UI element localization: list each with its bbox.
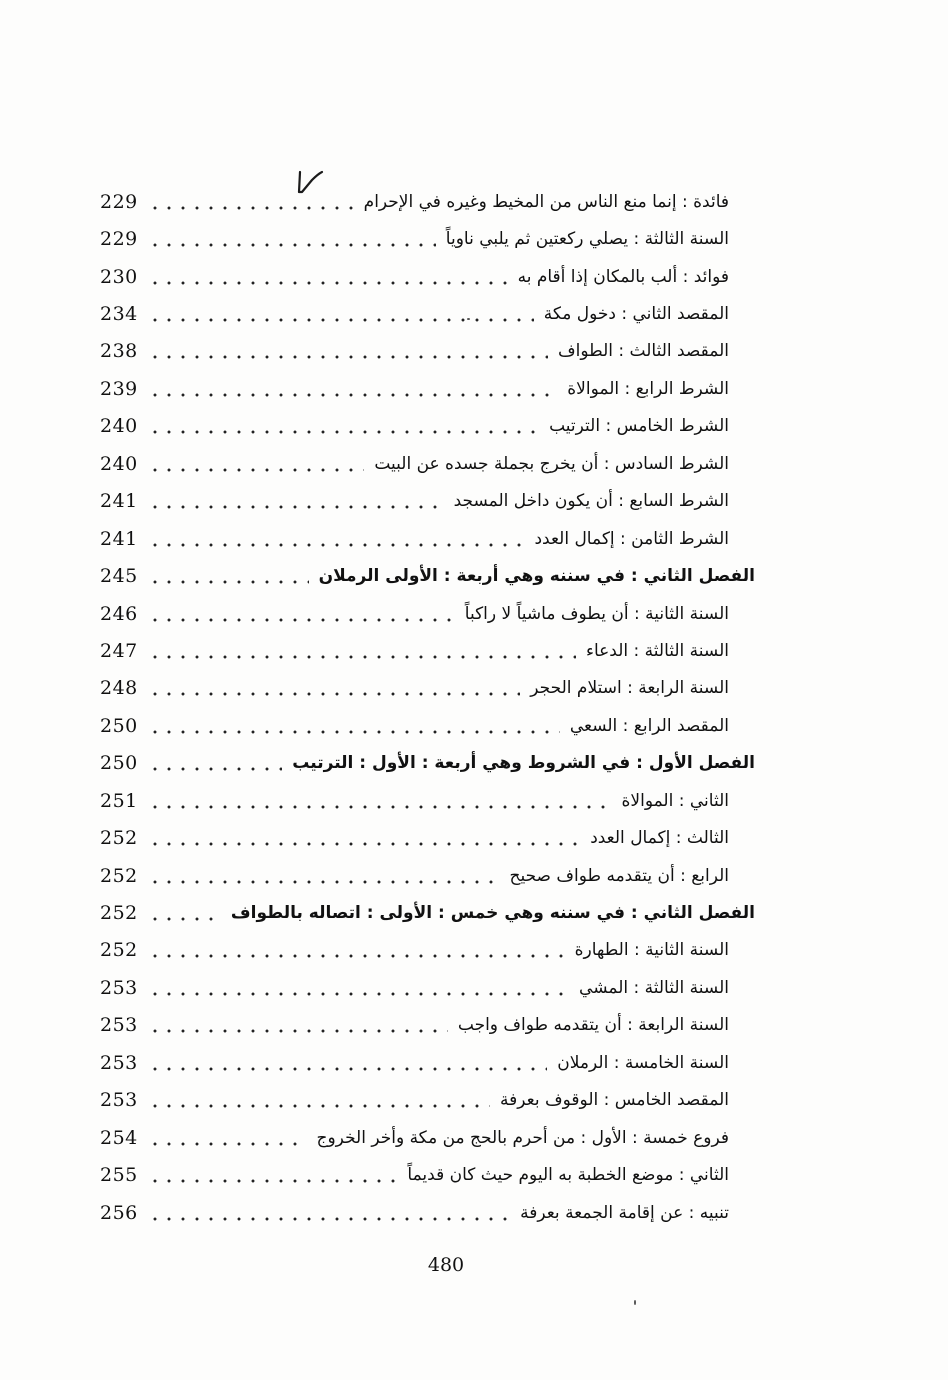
dot-leader	[148, 1053, 547, 1073]
toc-entry	[100, 483, 755, 520]
toc-page-number: 245	[100, 565, 138, 588]
toc-entry	[100, 445, 755, 482]
dot-leader	[148, 940, 565, 960]
toc-page-number: 255	[100, 1164, 138, 1187]
toc-entry	[100, 1044, 755, 1081]
toc-entry	[100, 1119, 755, 1156]
toc-entry	[100, 333, 755, 370]
toc-page-number: 240	[100, 452, 138, 475]
toc-entry-title: السنة الثالثة : الدعاء	[585, 640, 729, 661]
toc-entry	[100, 932, 755, 969]
toc-entry	[100, 745, 755, 782]
table-of-contents	[100, 183, 755, 1231]
toc-entry-title: الشرط الثامن : إكمال العدد	[534, 528, 729, 549]
toc-entry	[100, 258, 755, 295]
toc-page-number: 253	[100, 1089, 138, 1112]
toc-entry-title: الثاني : الموالاة	[621, 790, 729, 811]
dot-leader	[148, 1165, 397, 1185]
toc-entry-title: السنة الثانية : الطهارة	[574, 940, 729, 961]
dot-leader	[148, 529, 524, 549]
toc-page-number: 240	[100, 415, 138, 438]
toc-entry	[100, 220, 755, 257]
toc-entry-title: السنة الخامسة : الرملان	[557, 1052, 729, 1073]
toc-page-number: 252	[100, 939, 138, 962]
toc-entry	[100, 1156, 755, 1193]
toc-entry-title: الشرط الرابع : الموالاة	[567, 378, 729, 399]
toc-page-number: 247	[100, 639, 138, 662]
toc-entry-title: الرابع : أن يتقدمه طواف صحيح	[509, 865, 729, 886]
dot-leader	[148, 678, 520, 698]
toc-entry	[100, 1082, 755, 1119]
dot-leader	[148, 341, 548, 361]
toc-entry-title: الشرط الخامس : الترتيب	[549, 416, 729, 437]
toc-entry-title: المقصد الخامس : الوقوف بعرفة	[500, 1090, 729, 1111]
dot-leader	[148, 267, 508, 287]
toc-entry-title: المقصد الثالث : الطواف	[558, 341, 729, 362]
toc-entry-title: الشرط السادس : أن يخرج بجملة جسده عن البيت	[374, 453, 729, 474]
toc-entry	[100, 557, 755, 594]
toc-entry-title: السنة الثانية : أن يطوف ماشياً لا راكباً	[464, 603, 729, 624]
dot-leader	[148, 641, 576, 661]
toc-entry	[100, 632, 755, 669]
dot-leader	[148, 716, 560, 736]
dot-leader	[148, 454, 364, 474]
dot-leader	[148, 304, 534, 324]
toc-page-number: 234	[100, 303, 138, 326]
toc-chapter-heading: الفصل الثاني : في سننه وهي أربعة : الأولى الرملان	[318, 566, 755, 587]
toc-entry-title: فروع خمسة : الأول : من أحرم بالحج من مكة وأخر الخروج	[316, 1127, 729, 1148]
toc-entry	[100, 819, 755, 856]
scan-speck	[467, 318, 470, 320]
toc-page-number: 241	[100, 490, 138, 513]
toc-entry-title: المقصد الثاني : دخول مكة	[543, 304, 729, 325]
dot-leader	[148, 753, 282, 773]
toc-entry-title: السنة الرابعة : استلام الحجر	[530, 678, 729, 699]
dot-leader	[148, 416, 539, 436]
dot-leader	[148, 1128, 307, 1148]
dot-leader	[148, 1015, 448, 1035]
toc-entry-title: السنة الرابعة : أن يتقدمه طواف واجب	[457, 1015, 729, 1036]
toc-entry	[100, 670, 755, 707]
dot-leader	[148, 192, 354, 212]
toc-page-number: 248	[100, 677, 138, 700]
toc-page-number: 230	[100, 265, 138, 288]
toc-entry	[100, 183, 755, 220]
toc-entry	[100, 595, 755, 632]
toc-page-number: 252	[100, 827, 138, 850]
toc-chapter-heading: الفصل الثاني : في سننه وهي خمس : الأولى : اتصاله بالطواف	[230, 903, 755, 924]
toc-entry-title: السنة الثالثة : المشي	[579, 977, 729, 998]
dot-leader	[148, 903, 221, 923]
toc-entry	[100, 1194, 755, 1231]
toc-entry-title: الثالث : إكمال العدد	[590, 828, 729, 849]
dot-leader	[148, 566, 309, 586]
toc-entry-title: فائدة : إنما منع الناس من المخيط وغيره في الإحرام	[363, 191, 729, 212]
toc-entry-title: فوائد : ألب بالمكان إذا أقام به	[517, 266, 729, 287]
toc-page-number: 250	[100, 752, 138, 775]
toc-entry	[100, 969, 755, 1006]
toc-entry	[100, 370, 755, 407]
dot-leader	[148, 1090, 490, 1110]
toc-entry	[100, 408, 755, 445]
toc-page-number: 256	[100, 1201, 138, 1224]
dot-leader	[148, 604, 455, 624]
toc-page-number: 253	[100, 1051, 138, 1074]
toc-chapter-heading: الفصل الأول : في الشروط وهي أربعة : الأول : الترتيب	[292, 753, 755, 774]
dot-leader	[148, 229, 436, 249]
dot-leader	[148, 866, 499, 886]
toc-entry	[100, 520, 755, 557]
toc-entry	[100, 707, 755, 744]
toc-page-number: 238	[100, 340, 138, 363]
toc-page-number: 241	[100, 527, 138, 550]
toc-page-number: 250	[100, 714, 138, 737]
dot-leader	[148, 978, 569, 998]
scan-speck	[634, 1300, 636, 1305]
dot-leader	[148, 1203, 510, 1223]
dot-leader	[148, 491, 444, 511]
dot-leader	[148, 791, 612, 811]
toc-entry-title: تنبيه : عن إقامة الجمعة بعرفة	[520, 1202, 729, 1223]
toc-page-number: 229	[100, 228, 138, 251]
toc-entry	[100, 295, 755, 332]
toc-entry	[100, 782, 755, 819]
dot-leader	[148, 379, 557, 399]
toc-entry	[100, 857, 755, 894]
toc-page-number: 252	[100, 902, 138, 925]
toc-entry	[100, 894, 755, 931]
toc-page-number: 246	[100, 602, 138, 625]
toc-page-number: 239	[100, 377, 138, 400]
toc-entry-title: الثاني : موضع الخطبة به اليوم حيث كان قديماً	[407, 1165, 729, 1186]
footer-page-number: 480	[427, 1254, 465, 1276]
toc-page-number: 253	[100, 976, 138, 999]
dot-leader	[148, 828, 580, 848]
toc-page-number: 252	[100, 864, 138, 887]
toc-page-number: 251	[100, 789, 138, 812]
toc-entry	[100, 1007, 755, 1044]
toc-page-number: 253	[100, 1014, 138, 1037]
toc-page-number: 229	[100, 190, 138, 213]
toc-page-number: 254	[100, 1126, 138, 1149]
toc-entry-title: السنة الثالثة : يصلي ركعتين ثم يلبي ناوياً	[445, 229, 729, 250]
toc-entry-title: الشرط السابع : أن يكون داخل المسجد	[453, 491, 729, 512]
toc-entry-title: المقصد الرابع : السعي	[569, 715, 729, 736]
